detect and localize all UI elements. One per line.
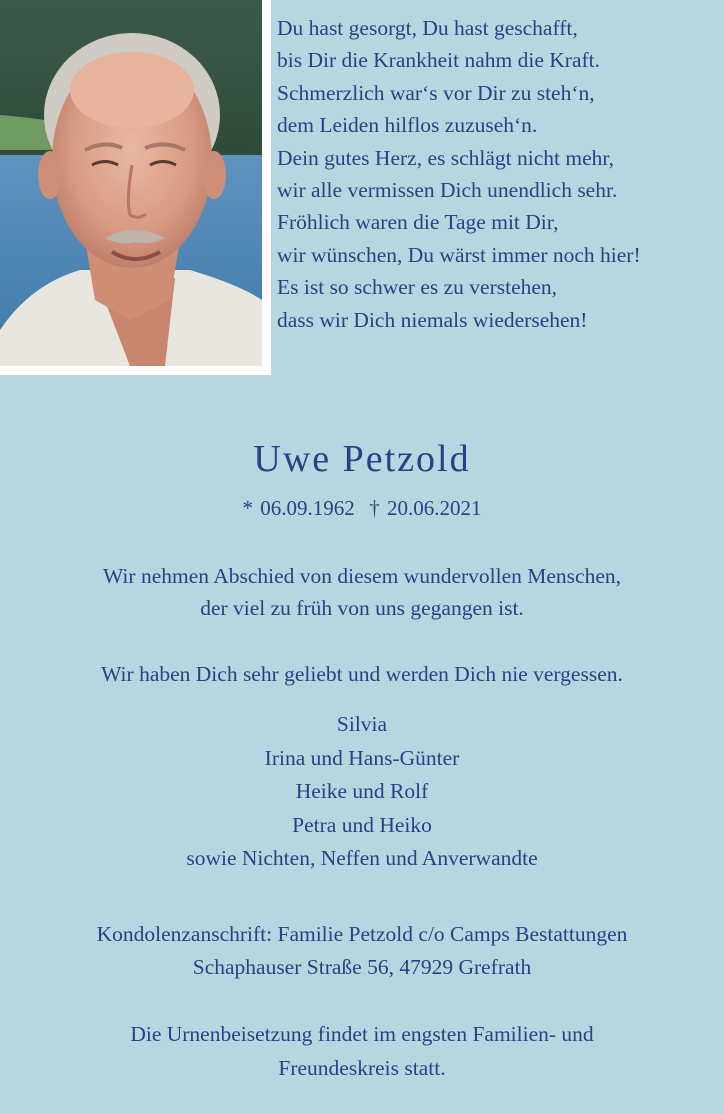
condolence-address [0,918,724,984]
portrait-photo [0,0,271,375]
poem-line: Schmerzlich war‘s vor Dir zu steh‘n, [277,80,595,105]
poem-line: Dein gutes Herz, es schlägt nicht mehr, [277,145,615,170]
address-line: Schaphauser Straße 56, 47929 Grefrath [192,955,532,979]
poem-line: Es ist so schwer es zu verstehen, [277,275,558,300]
poem-line: Du hast gesorgt, Du hast geschafft, [277,16,578,40]
deceased-name: Uwe Petzold [253,438,471,480]
birth-death-dates: * 06.09.1962 † 20.06.2021 [242,496,482,520]
family-member: Silvia [336,712,388,736]
burial-notice [0,1017,724,1085]
poem-line: wir wünschen, Du wärst immer noch hier! [277,242,641,267]
poem-line: bis Dir die Krankheit nahm die Kraft. [277,48,601,73]
address-line: Kondolenzanschrift: Familie Petzold c/o Camps Bestattungen [96,922,628,946]
poem-line: wir alle vermissen Dich unendlich sehr. [277,178,618,203]
burial-line: Freundeskreis statt. [278,1056,446,1080]
farewell-text [0,560,724,624]
burial-line: Die Urnenbeisetzung findet im engsten Familien- und [130,1022,594,1046]
memorial-poem [277,12,641,336]
poem-line: dem Leiden hilflos zuzuseh‘n. [277,113,538,138]
love-line: Wir haben Dich sehr geliebt und werden Dich nie vergessen. [101,662,623,686]
poem-line: Fröhlich waren die Tage mit Dir, [277,210,559,235]
family-member: Heike und Rolf [295,779,429,803]
family-list [0,708,724,876]
portrait-image [0,0,262,366]
poem-line: dass wir Dich niemals wiedersehen! [277,307,588,332]
life-dates [0,494,724,522]
farewell-line: der viel zu früh von uns gegangen ist. [200,596,524,620]
farewell-line: Wir nehmen Abschied von diesem wundervollen Menschen, [103,564,621,588]
family-member: Petra und Heiko [292,812,432,837]
family-member: Irina und Hans-Günter [264,745,460,770]
family-member: sowie Nichten, Neffen und Anverwandte [186,846,538,870]
